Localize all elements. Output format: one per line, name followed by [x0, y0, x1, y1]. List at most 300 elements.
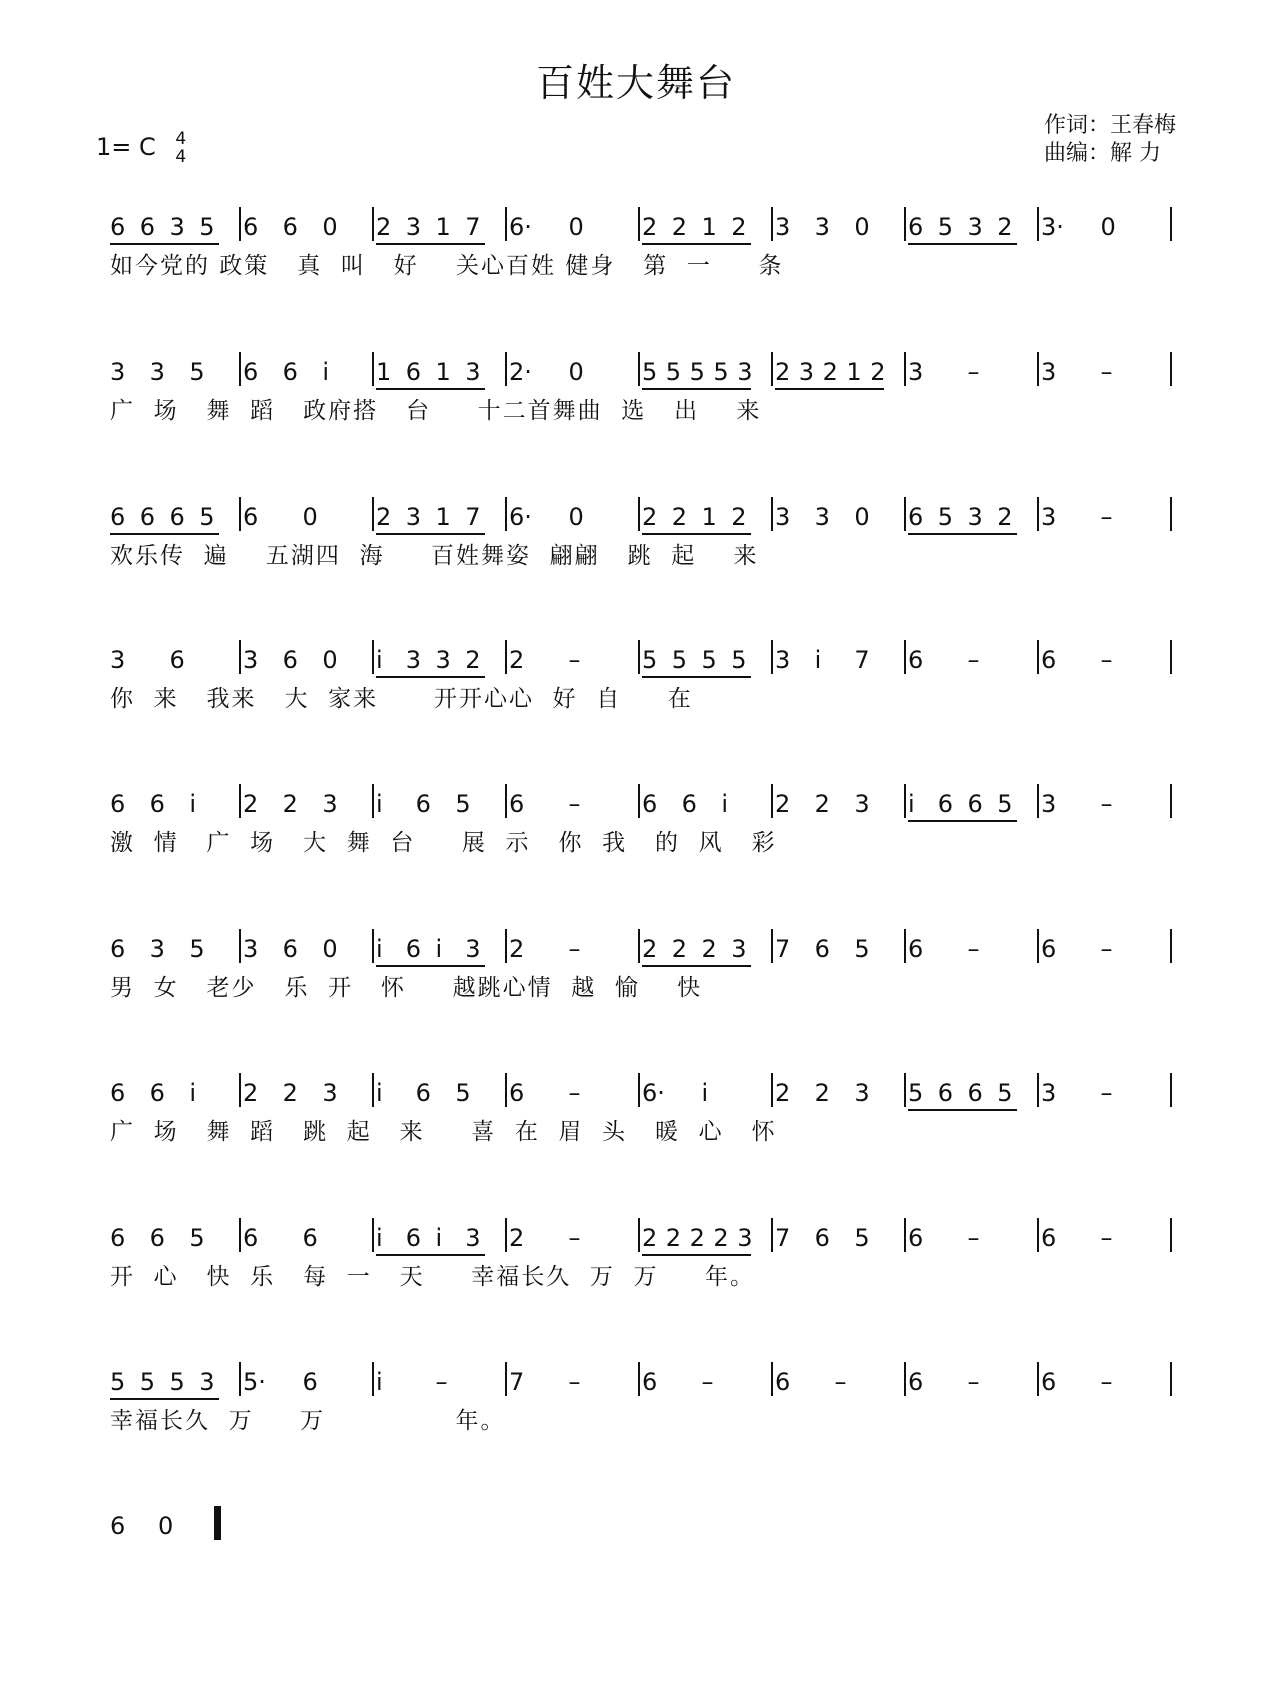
- note: 3: [814, 213, 830, 241]
- barline: [638, 497, 640, 531]
- note: 5: [189, 358, 205, 386]
- beam-underline: [642, 965, 751, 967]
- barline: [239, 929, 241, 963]
- notes-row: [110, 485, 1174, 545]
- note: 3: [243, 935, 259, 963]
- barline: [1170, 929, 1172, 963]
- note: 6: [967, 790, 983, 818]
- note: 3: [149, 358, 165, 386]
- notes-row: [110, 917, 1174, 977]
- note: 3: [199, 1368, 215, 1396]
- barline: [1170, 640, 1172, 674]
- notes-row: [110, 1350, 1174, 1410]
- note: 1: [435, 503, 451, 531]
- barline: [372, 352, 374, 386]
- barline: [904, 352, 906, 386]
- note: 6: [243, 213, 259, 241]
- note: 3: [110, 358, 126, 386]
- note: 5: [854, 935, 870, 963]
- note: –: [568, 935, 581, 963]
- note: 2: [642, 1224, 658, 1252]
- note: 2: [376, 503, 392, 531]
- note: 5: [854, 1224, 870, 1252]
- song-title: 百姓大舞台: [535, 61, 736, 105]
- note: 6: [405, 1224, 422, 1252]
- lyrics-row: 欢乐传 遍 五湖四 海 百姓舞姿 翩翩 跳 起 来: [110, 543, 759, 569]
- note: 6: [149, 1224, 165, 1252]
- note: 5: [997, 1079, 1013, 1107]
- note: –: [1100, 1224, 1113, 1252]
- note: 2: [731, 213, 747, 241]
- note: 0: [322, 213, 338, 241]
- lyricist: 作词：王春梅: [1043, 113, 1176, 138]
- note: 2: [671, 503, 688, 531]
- note: 2: [671, 213, 688, 241]
- note: 5: [642, 646, 658, 674]
- note: 0: [568, 213, 584, 241]
- barline: [239, 1073, 241, 1107]
- barline: [372, 1218, 374, 1252]
- barline: [505, 207, 507, 241]
- barline: [771, 929, 773, 963]
- beam-underline: [642, 533, 751, 535]
- note: 6: [169, 646, 185, 674]
- note: 3: [465, 1224, 481, 1252]
- barline: [372, 640, 374, 674]
- barline: [771, 497, 773, 531]
- note: 2: [814, 1079, 830, 1107]
- barline: [239, 1362, 241, 1396]
- notes-row: [110, 1206, 1174, 1266]
- note: 2: [642, 935, 658, 963]
- note: 2: [509, 1224, 525, 1252]
- note: 6: [908, 503, 924, 531]
- note: 6: [908, 646, 924, 674]
- note: 6: [243, 503, 259, 531]
- note: i: [376, 935, 383, 963]
- barline: [771, 1362, 773, 1396]
- note: 2: [775, 1079, 791, 1107]
- note: 3: [322, 1079, 338, 1107]
- note: 1: [701, 503, 717, 531]
- note: 2: [713, 1224, 729, 1252]
- note: 6: [405, 358, 422, 386]
- note: 6: [282, 213, 298, 241]
- note: 6: [967, 1079, 983, 1107]
- barline: [1170, 497, 1172, 531]
- note: –: [568, 646, 581, 674]
- barline: [904, 207, 906, 241]
- barline: [1037, 929, 1039, 963]
- note: 3: [465, 358, 481, 386]
- beam-underline: [908, 243, 1017, 245]
- note: 3: [405, 213, 422, 241]
- note: 3: [1041, 1079, 1057, 1107]
- notes-row: [110, 195, 1174, 255]
- score-line: [110, 485, 1174, 595]
- note: 3: [798, 358, 815, 386]
- note: 2: [376, 213, 392, 241]
- note: 3: [908, 358, 924, 386]
- note: 2: [701, 935, 717, 963]
- beam-underline: [376, 1254, 485, 1256]
- note: 5: [937, 503, 954, 531]
- note: i: [376, 1368, 383, 1396]
- note: 3: [1041, 790, 1057, 818]
- note: 3: [405, 646, 422, 674]
- barline: [904, 497, 906, 531]
- note: 5: [671, 646, 688, 674]
- barline: [372, 929, 374, 963]
- note: 2: [870, 358, 886, 386]
- note: 0: [302, 503, 318, 531]
- barline: [638, 1218, 640, 1252]
- note: –: [834, 1368, 847, 1396]
- barline: [638, 1073, 640, 1107]
- beam-underline: [110, 243, 219, 245]
- note: 6: [110, 503, 126, 531]
- barline: [638, 352, 640, 386]
- note: 3: [737, 1224, 753, 1252]
- barline: [904, 1362, 906, 1396]
- note: 3: [854, 790, 870, 818]
- note: 7: [465, 503, 481, 531]
- note: 2: [465, 646, 481, 674]
- note: 0: [1100, 213, 1116, 241]
- note: i: [814, 646, 822, 674]
- note: i: [376, 1079, 383, 1107]
- note: 6: [302, 1224, 318, 1252]
- note: 3: [243, 646, 259, 674]
- note: 6: [149, 790, 165, 818]
- note: 5: [110, 1368, 126, 1396]
- barline: [372, 1362, 374, 1396]
- note: 0: [322, 935, 338, 963]
- note: 5: [189, 1224, 205, 1252]
- note: 5·: [243, 1368, 266, 1396]
- note: 1: [846, 358, 862, 386]
- note: 3: [405, 503, 422, 531]
- note: –: [967, 935, 980, 963]
- beam-underline: [642, 388, 751, 390]
- lyrics-row: 如今党的 政策 真 叫 好 关心百姓 健身 第 一 条: [110, 253, 784, 279]
- barline: [1170, 352, 1172, 386]
- barline: [638, 1362, 640, 1396]
- note: 3: [435, 646, 451, 674]
- note: 6: [1041, 935, 1057, 963]
- note: 2: [689, 1224, 705, 1252]
- score-line: [110, 195, 1174, 305]
- note: 3·: [1041, 213, 1064, 241]
- note: 6: [814, 935, 830, 963]
- note: 6: [169, 503, 185, 531]
- note: 3: [775, 503, 791, 531]
- lyrics-row: 你 来 我来 大 家来 开开心心 好 自 在: [110, 686, 693, 712]
- note: 0: [854, 503, 870, 531]
- note: 6: [282, 646, 298, 674]
- note: i: [908, 790, 915, 818]
- note: 3: [169, 213, 185, 241]
- note: 7: [775, 1224, 791, 1252]
- note: i: [721, 790, 728, 818]
- key-label: 1= C: [96, 133, 156, 161]
- note: 6: [139, 503, 156, 531]
- barline: [239, 352, 241, 386]
- note: 3: [854, 1079, 870, 1107]
- note: 5: [169, 1368, 185, 1396]
- note: –: [1100, 646, 1113, 674]
- note: 5: [199, 213, 215, 241]
- note: 3: [731, 935, 747, 963]
- barline: [1037, 784, 1039, 818]
- score-line: [110, 1061, 1174, 1171]
- barline: [1037, 352, 1039, 386]
- note: 6: [681, 790, 697, 818]
- note: –: [568, 790, 581, 818]
- note: 5: [937, 213, 954, 241]
- note: i: [376, 790, 383, 818]
- barline: [1037, 640, 1039, 674]
- note: 2: [665, 1224, 682, 1252]
- note: 3: [1041, 503, 1057, 531]
- barline: [904, 640, 906, 674]
- barline: [239, 497, 241, 531]
- note: 2: [814, 790, 830, 818]
- note: 3: [1041, 358, 1057, 386]
- note: 6: [908, 213, 924, 241]
- note: 2: [243, 1079, 259, 1107]
- note: 3: [775, 646, 791, 674]
- barline: [904, 929, 906, 963]
- beam-underline: [908, 820, 1017, 822]
- barline: [239, 640, 241, 674]
- lyrics-row: 开 心 快 乐 每 一 天 幸福长久 万 万 年。: [110, 1264, 756, 1290]
- barline: [904, 1073, 906, 1107]
- note: 3: [775, 213, 791, 241]
- note: i: [701, 1079, 709, 1107]
- barline: [638, 207, 640, 241]
- lyrics-row: 幸福长久 万 万 年。: [110, 1408, 506, 1434]
- final-barline: [214, 1506, 221, 1540]
- note: 6: [405, 935, 422, 963]
- note: 5: [713, 358, 729, 386]
- note: 6: [415, 790, 431, 818]
- note: 5: [139, 1368, 156, 1396]
- lyrics-row: 广 场 舞 蹈 跳 起 来 喜 在 眉 头 暖 心 怀: [110, 1119, 777, 1145]
- barline: [771, 207, 773, 241]
- note: 5: [189, 935, 205, 963]
- note: 5: [455, 1079, 471, 1107]
- barline: [239, 207, 241, 241]
- lyrics-row: 广 场 舞 蹈 政府搭 台 十二首舞曲 选 出 来: [110, 398, 762, 424]
- note: 7: [775, 935, 791, 963]
- note: 5: [642, 358, 658, 386]
- note: 5: [997, 790, 1013, 818]
- note: 7: [509, 1368, 525, 1396]
- note: 6·: [642, 1079, 665, 1107]
- note: 6: [110, 1224, 126, 1252]
- note: 2: [243, 790, 259, 818]
- note: i: [322, 358, 329, 386]
- score-line: [110, 1494, 1174, 1604]
- note: 2: [509, 646, 525, 674]
- barline: [505, 640, 507, 674]
- note: 2·: [509, 358, 532, 386]
- barline: [505, 1073, 507, 1107]
- notes-row: [110, 340, 1174, 400]
- note: 6: [110, 790, 126, 818]
- note: i: [435, 935, 443, 963]
- note: 1: [435, 358, 451, 386]
- note: 6: [302, 1368, 318, 1396]
- note: 6: [908, 1368, 924, 1396]
- note: 2: [509, 935, 525, 963]
- notes-row: [110, 1061, 1174, 1121]
- note: i: [435, 1224, 443, 1252]
- note: 5: [455, 790, 471, 818]
- note: 6: [139, 213, 156, 241]
- note: 6: [110, 1512, 126, 1540]
- note: 1: [701, 213, 717, 241]
- note: i: [189, 790, 196, 818]
- barline: [1170, 207, 1172, 241]
- beam-underline: [376, 533, 485, 535]
- notes-row: [110, 772, 1174, 832]
- note: 6: [243, 1224, 259, 1252]
- note: 6: [908, 935, 924, 963]
- notes-row: [110, 628, 1174, 688]
- note: 2: [775, 358, 791, 386]
- key-signature: [96, 130, 186, 166]
- note: 6: [775, 1368, 791, 1396]
- note: 3: [465, 935, 481, 963]
- note: 2: [671, 935, 688, 963]
- note: –: [1100, 503, 1113, 531]
- note: –: [967, 646, 980, 674]
- notes-row: [110, 1494, 1174, 1554]
- note: 6: [110, 1079, 126, 1107]
- barline: [372, 497, 374, 531]
- beam-underline: [642, 676, 751, 678]
- note: –: [967, 358, 980, 386]
- note: –: [1100, 1368, 1113, 1396]
- note: 2: [642, 503, 658, 531]
- beam-underline: [110, 1398, 219, 1400]
- note: 6: [415, 1079, 431, 1107]
- note: 6·: [509, 503, 532, 531]
- note: i: [189, 1079, 196, 1107]
- note: 6: [814, 1224, 830, 1252]
- barline: [372, 1073, 374, 1107]
- note: 5: [689, 358, 705, 386]
- note: 6: [110, 935, 126, 963]
- note: 3: [110, 646, 126, 674]
- note: 3: [737, 358, 753, 386]
- note: 5: [908, 1079, 924, 1107]
- note: 0: [322, 646, 338, 674]
- note: 6: [509, 790, 525, 818]
- note: –: [1100, 1079, 1113, 1107]
- note: –: [1100, 935, 1113, 963]
- note: 3: [967, 213, 983, 241]
- note: 3: [814, 503, 830, 531]
- barline: [771, 352, 773, 386]
- barline: [505, 497, 507, 531]
- barline: [372, 784, 374, 818]
- note: 5: [731, 646, 747, 674]
- note: 6: [937, 790, 954, 818]
- credits: [1044, 112, 1176, 168]
- note: 6: [642, 790, 658, 818]
- barline: [505, 352, 507, 386]
- note: –: [568, 1079, 581, 1107]
- barline: [1037, 1218, 1039, 1252]
- beam-underline: [642, 243, 751, 245]
- barline: [771, 1073, 773, 1107]
- note: 0: [568, 503, 584, 531]
- note: –: [1100, 358, 1113, 386]
- time-signature: [175, 130, 186, 166]
- beam-underline: [908, 1109, 1017, 1111]
- note: 6·: [509, 213, 532, 241]
- note: 2: [282, 1079, 298, 1107]
- note: –: [568, 1224, 581, 1252]
- note: 6: [149, 1079, 165, 1107]
- note: –: [568, 1368, 581, 1396]
- note: 3: [967, 503, 983, 531]
- beam-underline: [376, 243, 485, 245]
- score-line: [110, 628, 1174, 738]
- note: 5: [199, 503, 215, 531]
- score-line: [110, 1206, 1174, 1316]
- barline: [372, 207, 374, 241]
- note: 1: [376, 358, 392, 386]
- note: 6: [642, 1368, 658, 1396]
- barline: [1037, 1073, 1039, 1107]
- barline: [239, 784, 241, 818]
- note: 6: [908, 1224, 924, 1252]
- barline: [771, 640, 773, 674]
- barline: [771, 1218, 773, 1252]
- beam-underline: [376, 676, 485, 678]
- lyrics-row: 男 女 老少 乐 开 怀 越跳心情 越 愉 快: [110, 975, 703, 1001]
- note: 7: [465, 213, 481, 241]
- time-bottom: 4: [175, 147, 187, 167]
- note: 0: [158, 1512, 174, 1540]
- note: –: [435, 1368, 448, 1396]
- note: 2: [997, 503, 1013, 531]
- barline: [638, 784, 640, 818]
- note: 1: [435, 213, 451, 241]
- note: 2: [997, 213, 1013, 241]
- note: i: [376, 1224, 383, 1252]
- barline: [239, 1218, 241, 1252]
- barline: [1037, 497, 1039, 531]
- note: 6: [937, 1079, 954, 1107]
- note: –: [1100, 790, 1113, 818]
- note: 3: [149, 935, 165, 963]
- score-line: [110, 917, 1174, 1027]
- note: 6: [243, 358, 259, 386]
- note: –: [967, 1368, 980, 1396]
- note: 6: [282, 935, 298, 963]
- note: 2: [731, 503, 747, 531]
- note: 0: [854, 213, 870, 241]
- barline: [505, 1362, 507, 1396]
- note: 6: [1041, 1224, 1057, 1252]
- note: 6: [282, 358, 298, 386]
- barline: [904, 784, 906, 818]
